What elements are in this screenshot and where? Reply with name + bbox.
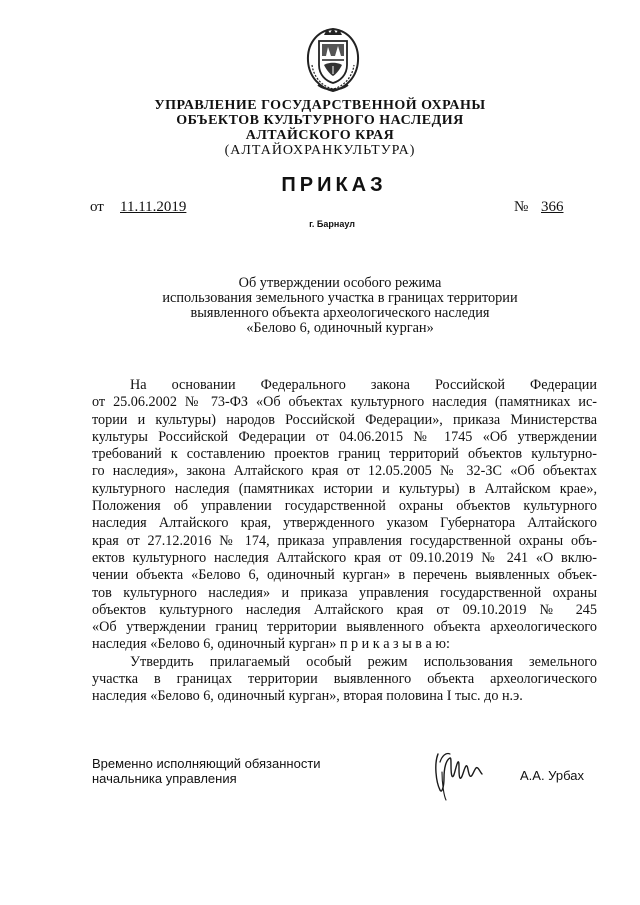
position-line: Временно исполняющий обязанности	[92, 756, 321, 771]
order-body	[92, 377, 597, 706]
body-line: края от 27.12.2016 № 174, приказа управления государственной охраны объ-	[92, 532, 597, 549]
subject-line: выявленного объекта археологического наследия	[190, 305, 490, 321]
body-line: Положения об управлении государственной охраны объектов культурного	[92, 498, 597, 515]
body-line: Утвердить прилагаемый особый режим использования земельного	[130, 653, 597, 670]
order-number: 366	[541, 199, 564, 215]
subject-line: использования земельного участка в границах территории	[162, 290, 518, 306]
document-title: ПРИКАЗ	[281, 174, 387, 196]
body-line: культуры Российской Федерации от 04.06.2015 № 1745 «Об утверждении	[92, 428, 597, 445]
signatory-position	[92, 756, 321, 786]
body-line: требований к составлению проектов границ территорий объектов культурно-	[92, 446, 597, 463]
body-line: тории и культуры) народов Российской Федерации», приказа Министерства	[92, 411, 597, 428]
coat-of-arms-icon	[302, 25, 364, 95]
body-line: На основании Федерального закона Российской Федерации	[130, 377, 597, 393]
position-line: начальника управления	[92, 771, 237, 786]
org-abbreviation: (АЛТАЙОХРАНКУЛЬТУРА)	[224, 143, 416, 158]
org-name-line-2: ОБЪЕКТОВ КУЛЬТУРНОГО НАСЛЕДИЯ	[176, 113, 464, 128]
body-line: от 25.06.2002 № 73-ФЗ «Об объектах культурного наследия (памятниках ис-	[92, 394, 597, 411]
signature-icon	[428, 742, 490, 804]
order-date: 11.11.2019	[120, 199, 187, 215]
order-subject	[130, 276, 550, 336]
body-line: чении объекта «Белово 6, одиночный курган» в перечень выявленных объек-	[92, 567, 597, 584]
body-line: культурного наследия (памятниках истории и культуры) в Алтайском крае»,	[92, 480, 597, 497]
org-name-line-3: АЛТАЙСКОГО КРАЯ	[245, 128, 395, 143]
date-prefix: от	[90, 199, 104, 215]
number-prefix: №	[514, 199, 529, 215]
signatory-name: А.А. Урбах	[520, 768, 584, 783]
subject-line: Об утверждении особого режима	[238, 275, 442, 291]
body-line: наследия «Белово 6, одиночный курган» п р и к а з ы в а ю:	[92, 636, 450, 653]
body-line: участка в границах территории выявленного объекта археологического	[92, 671, 597, 688]
body-line: «Об утверждении границ территории выявленного объекта археологического	[92, 619, 597, 636]
body-line: го наследия», закона Алтайского края от 12.05.2005 № 32-ЗС «Об объектах	[92, 463, 597, 480]
org-name-line-1: УПРАВЛЕНИЕ ГОСУДАРСТВЕННОЙ ОХРАНЫ	[154, 98, 486, 113]
body-line: наследия Алтайского края, утвержденного указом Губернатора Алтайского	[92, 515, 597, 532]
issue-city: г. Барнаул	[309, 219, 355, 229]
body-line: ектов культурного наследия Алтайского края от 09.10.2019 № 241 «О вклю-	[92, 549, 597, 566]
body-line: наследия «Белово 6, одиночный курган», вторая половина I тыс. до н.э.	[92, 688, 523, 705]
body-line: объектов культурного наследия Алтайского края от 09.10.2019 № 245	[92, 601, 597, 618]
body-line: тов культурного наследия» и приказа управления государственной охраны	[92, 584, 597, 601]
subject-line: «Белово 6, одиночный курган»	[246, 320, 434, 336]
